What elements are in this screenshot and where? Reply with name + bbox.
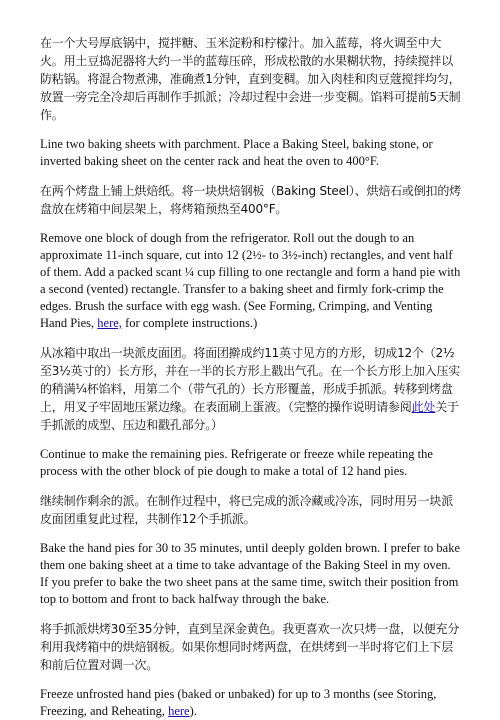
paragraph-zh-prepare-oven bbox=[40, 182, 462, 218]
paragraph-zh-remaining-pies bbox=[40, 492, 462, 528]
paragraph-text: ). bbox=[189, 704, 197, 718]
paragraph-text: 继续制作剩余的派。在制作过程中，将已完成的派冷藏或冷冻，同时用另一块派皮面团重复此过程，共制作12个手抓派。 bbox=[40, 494, 454, 526]
paragraph-en-freeze bbox=[40, 686, 462, 720]
paragraph-text: 关于手抓派的成型、压边和戳孔部分。） bbox=[40, 400, 459, 432]
forming-instructions-link-zh[interactable]: 此处 bbox=[411, 400, 436, 414]
paragraph-en-prepare-oven bbox=[40, 136, 462, 170]
paragraph-text: 在两个烤盘上铺上烘焙纸。将一块烘焙钢板（Baking Steel）、烘焙石或倒扣的烤盘放在烤箱中间层架上，将烤箱预热至400°F。 bbox=[40, 184, 461, 216]
storing-instructions-link[interactable]: here bbox=[168, 704, 190, 718]
paragraph-text: 从冰箱中取出一块派皮面团。将面团擀成约11英寸见方的方形，切成12个（2½至3½英寸的）长方形，并在一半的长方形上戳出气孔。在一个长方形上加入压实的稍满¼杯馅料，用第二个（带气孔的）长方形覆盖，形成手抓派。转移到烤盘上，用叉子牢固地压紧边缘。在表面刷上蛋液。（完整的操作说明请参阅 bbox=[40, 346, 461, 414]
paragraph-en-bake bbox=[40, 540, 462, 608]
paragraph-zh-bake bbox=[40, 620, 462, 674]
paragraph-en-form-pies bbox=[40, 230, 462, 332]
paragraph-text: Remove one block of dough from the refrigerator. Roll out the dough to an approximate 11-inch square, cut into 12 (2½- to 3½-inch) rectangles, and vent half of them. Add a packed scant ¼ cup filling to one rectangle and form a hand pie with a second (vented) rectangle. Transfer to a baking sheet and firmly fork-crimp the edges. Brush the surface with egg wash. (See Forming, Crimping, and Venting Hand Pies, bbox=[40, 231, 461, 330]
paragraph-text: 将手抓派烘烤30至35分钟，直到呈深金黄色。我更喜欢一次只烤一盘，以便充分利用我烤箱中的烘焙钢板。如果你想同时烤两盘，在烘烤到一半时将它们上下层和前后位置对调一次。 bbox=[40, 622, 460, 672]
paragraph-text: Bake the hand pies for 30 to 35 minutes, until deeply golden brown. I prefer to bake them one baking sheet at a time to take advantage of the Baking Steel in my oven. If you prefer to bake the two sheet pans at the same time, switch their position from top to bottom and front to back halfway through the bake. bbox=[40, 541, 461, 606]
paragraph-en-remaining-pies bbox=[40, 446, 462, 480]
paragraph-zh-filling bbox=[40, 34, 462, 124]
paragraph-text: for complete instructions.) bbox=[121, 316, 258, 330]
paragraph-text: Line two baking sheets with parchment. Place a Baking Steel, baking stone, or inverted baking sheet on the center rack and heat the oven to 400°F. bbox=[40, 137, 433, 168]
paragraph-text: Continue to make the remaining pies. Refrigerate or freeze while repeating the process with the other block of pie dough to make a total of 12 hand pies. bbox=[40, 447, 433, 478]
forming-instructions-link[interactable]: here, bbox=[97, 316, 122, 330]
paragraph-text: 在一个大号厚底锅中，搅拌糖、玉米淀粉和柠檬汁。加入蓝莓，将火调至中大火。用土豆捣泥器将大约一半的蓝莓压碎，形成松散的水果糊状物，持续搅拌以防粘锅。将混合物煮沸，准确煮1分钟，直到变稠。加入肉桂和肉豆蔻搅拌均匀，放置一旁完全冷却后再制作手抓派；冷却过程中会进一步变稠。馅料可提前5天制作。 bbox=[40, 36, 461, 122]
paragraph-text: Freeze unfrosted hand pies (baked or unbaked) for up to 3 months (see Storing, Freezing, and Reheating, bbox=[40, 687, 437, 718]
paragraph-zh-form-pies bbox=[40, 344, 462, 434]
